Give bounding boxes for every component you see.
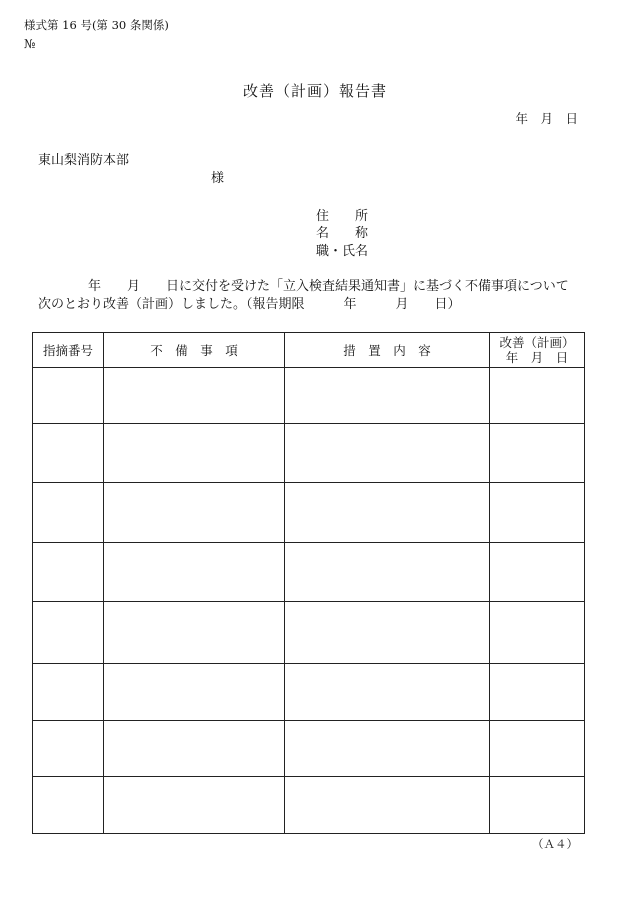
- improvement-table: [32, 332, 585, 834]
- statement-line-1: 年 月 日に交付を受けた「立入検査結果通知書」に基づく不備事項について: [88, 279, 569, 294]
- cell-date[interactable]: [490, 543, 585, 602]
- table-row: [33, 424, 585, 483]
- cell-indication-number[interactable]: [33, 602, 104, 664]
- header-deficiency: 不 備 事 項: [104, 333, 285, 368]
- addressee-honorific: 様: [211, 171, 225, 186]
- cell-date[interactable]: [490, 721, 585, 777]
- statement-line-2: 次のとおり改善（計画）しました。（報告期限 年 月 日）: [38, 297, 461, 312]
- header-measures: 措 置 内 容: [285, 333, 490, 368]
- cell-measures[interactable]: [285, 483, 490, 543]
- cell-indication-number[interactable]: [33, 777, 104, 834]
- table-row: [33, 602, 585, 664]
- cell-measures[interactable]: [285, 424, 490, 483]
- cell-measures[interactable]: [285, 602, 490, 664]
- table-header-row: [33, 333, 585, 368]
- cell-measures[interactable]: [285, 543, 490, 602]
- report-date: 年 月 日: [515, 111, 578, 126]
- table-row: [33, 664, 585, 721]
- cell-date[interactable]: [490, 664, 585, 721]
- cell-measures[interactable]: [285, 777, 490, 834]
- cell-indication-number[interactable]: [33, 543, 104, 602]
- table-row: [33, 543, 585, 602]
- header-improvement-plan: 改善（計画）: [499, 335, 575, 350]
- table-row: [33, 368, 585, 424]
- cell-measures[interactable]: [285, 721, 490, 777]
- addressee-name: 東山梨消防本部: [38, 153, 130, 168]
- cell-deficiency[interactable]: [104, 543, 285, 602]
- cell-deficiency[interactable]: [104, 721, 285, 777]
- cell-deficiency[interactable]: [104, 368, 285, 424]
- report-statement: [38, 278, 583, 314]
- cell-measures[interactable]: [285, 368, 490, 424]
- cell-date[interactable]: [490, 777, 585, 834]
- table-row: [33, 777, 585, 834]
- form-number: 様式第 16 号(第 30 条関係): [24, 18, 169, 32]
- cell-deficiency[interactable]: [104, 483, 285, 543]
- cell-date[interactable]: [490, 602, 585, 664]
- cell-indication-number[interactable]: [33, 721, 104, 777]
- cell-date[interactable]: [490, 483, 585, 543]
- cell-indication-number[interactable]: [33, 664, 104, 721]
- cell-deficiency[interactable]: [104, 664, 285, 721]
- cell-deficiency[interactable]: [104, 424, 285, 483]
- table-row: [33, 483, 585, 543]
- header-ymd: 年 月 日: [505, 350, 569, 365]
- document-title: 改善（計画）報告書: [242, 82, 387, 100]
- sender-person-label: 職・氏名: [316, 244, 369, 259]
- sender-name-label: 名 称: [316, 226, 369, 241]
- cell-date[interactable]: [490, 424, 585, 483]
- paper-size-label: （Ａ４）: [532, 837, 578, 851]
- header-improvement-date: [490, 333, 585, 368]
- document-number-label: №: [24, 37, 36, 51]
- cell-indication-number[interactable]: [33, 368, 104, 424]
- cell-measures[interactable]: [285, 664, 490, 721]
- cell-indication-number[interactable]: [33, 424, 104, 483]
- cell-date[interactable]: [490, 368, 585, 424]
- cell-deficiency[interactable]: [104, 602, 285, 664]
- header-indication-number: 指摘番号: [33, 333, 104, 368]
- cell-indication-number[interactable]: [33, 483, 104, 543]
- table-row: [33, 721, 585, 777]
- sender-address-label: 住 所: [316, 209, 369, 224]
- cell-deficiency[interactable]: [104, 777, 285, 834]
